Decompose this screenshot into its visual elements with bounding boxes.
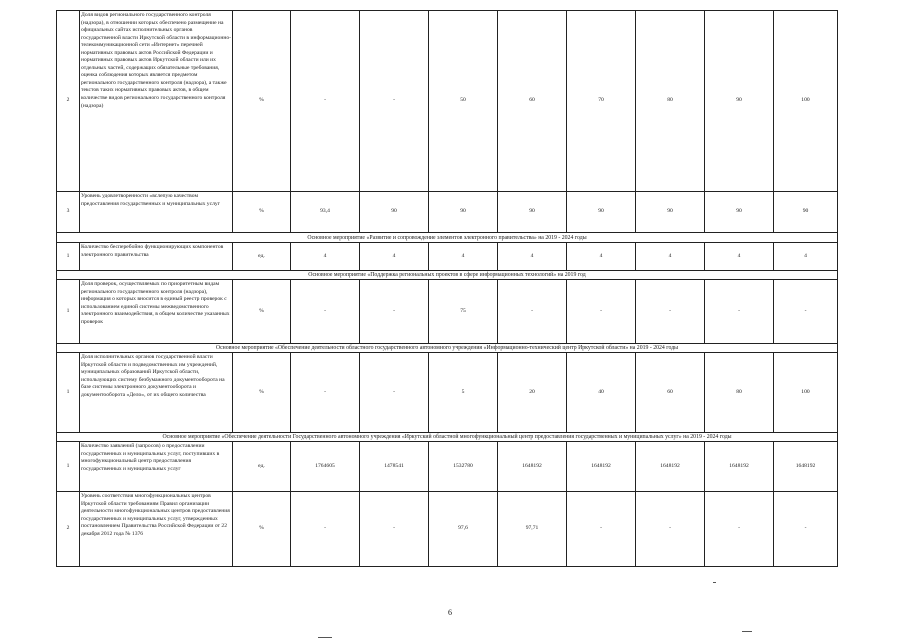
value-cell: -	[360, 492, 429, 567]
section-header-row	[57, 271, 838, 280]
section-header-row	[57, 433, 838, 442]
value-cell: 80	[636, 11, 705, 192]
value-cell: -	[498, 280, 567, 344]
indicator-row	[57, 442, 838, 492]
scan-speck	[318, 637, 332, 638]
value-cell: 4	[567, 243, 636, 271]
value-cell: 50	[429, 11, 498, 192]
value-cell: -	[567, 280, 636, 344]
value-cell: 75	[429, 280, 498, 344]
value-cell: 4	[774, 243, 838, 271]
value-cell: 90	[498, 192, 567, 233]
value-cell: 90	[429, 192, 498, 233]
value-cell: -	[567, 492, 636, 567]
row-number: 3	[57, 192, 80, 233]
value-cell: -	[636, 492, 705, 567]
row-number: 1	[57, 243, 80, 271]
value-cell: 1648192	[498, 442, 567, 492]
value-cell: 1648192	[636, 442, 705, 492]
value-cell: 4	[360, 243, 429, 271]
value-cell: 1648192	[774, 442, 838, 492]
indicator-row	[57, 280, 838, 344]
value-cell: 90	[705, 192, 774, 233]
value-cell: 100	[774, 11, 838, 192]
value-cell: 5	[429, 353, 498, 433]
row-number: 2	[57, 492, 80, 567]
indicator-name: Доля проверок, осуществляемых по приоритетным видам регионального государственного контроля (надзора), информация о которых вносится в единый реестр проверок с использованием единой системы межведомственного электронного взаимодействия, в общем количестве указанных проверок	[80, 280, 233, 344]
unit-cell: %	[233, 353, 291, 433]
section-title: Основное мероприятие «Развитие и сопровождение элементов электронного правительства» на 2019 - 2024 годы	[57, 233, 838, 243]
unit-cell: %	[233, 280, 291, 344]
indicator-name: Количество заявлений (запросов) о предоставлении государственных и муниципальных услуг, поступивших в многофункциональный центр предоставления государственных и муниципальных услуг	[80, 442, 233, 492]
value-cell: 90	[636, 192, 705, 233]
scan-speck	[713, 582, 716, 583]
unit-cell: %	[233, 11, 291, 192]
value-cell: 1532780	[429, 442, 498, 492]
value-cell: 1764605	[291, 442, 360, 492]
value-cell: 4	[705, 243, 774, 271]
value-cell: -	[360, 353, 429, 433]
value-cell: -	[774, 492, 838, 567]
indicator-name: Доля видов регионального государственного контроля (надзора), в отношении которых обеспечено размещение на официальных сайтах исполнительных органов государственной власти Иркутской области в информационно-телекоммуникационной сети «Интернет» перечней нормативных правовых актов Российской Федерации и нормативных правовых актов Иркутской области или их отдельных частей, содержащих обязательные требования, оценка соблюдения которых является предметом регионального государственного контроля (надзора), а также текстов таких нормативных правовых актов, в общем количестве видов регионального государственного контроля (надзора)	[80, 11, 233, 192]
unit-cell: %	[233, 492, 291, 567]
row-number: 1	[57, 353, 80, 433]
unit-cell: ед.	[233, 243, 291, 271]
section-header-row	[57, 344, 838, 353]
value-cell: 4	[498, 243, 567, 271]
value-cell: 1648192	[567, 442, 636, 492]
unit-cell: %	[233, 192, 291, 233]
value-cell: 4	[429, 243, 498, 271]
value-cell: -	[360, 280, 429, 344]
value-cell: 90	[705, 11, 774, 192]
value-cell: -	[774, 280, 838, 344]
unit-cell: ед.	[233, 442, 291, 492]
value-cell: 60	[498, 11, 567, 192]
indicator-name: Уровень удовлетворенности «вслепую качеством предоставления государственных и муниципальных услуг	[80, 192, 233, 233]
indicators-table	[56, 10, 838, 567]
row-number: 1	[57, 442, 80, 492]
indicator-row	[57, 11, 838, 192]
value-cell: 1478541	[360, 442, 429, 492]
section-header-row	[57, 233, 838, 243]
value-cell: -	[705, 492, 774, 567]
value-cell: 40	[567, 353, 636, 433]
value-cell: 70	[567, 11, 636, 192]
value-cell: 4	[291, 243, 360, 271]
indicator-row	[57, 492, 838, 567]
value-cell: 100	[774, 353, 838, 433]
value-cell: -	[291, 353, 360, 433]
value-cell: 60	[636, 353, 705, 433]
page-number: 6	[448, 608, 452, 617]
value-cell: -	[360, 11, 429, 192]
indicator-row	[57, 243, 838, 271]
section-title: Основное мероприятие «Обеспечение деятельности Государственного автономного учреждения «Иркутский областной многофункциональный центр предоставления государственных и муниципальных услуг» на 2019 - 2024 годы	[57, 433, 838, 442]
value-cell: -	[291, 280, 360, 344]
value-cell: -	[291, 11, 360, 192]
indicator-name: Доля исполнительных органов государственной власти Иркутской области и подведомственных им учреждений, муниципальных образований Иркутской области, использующих систему безбумажного документооборота на базе системы электронного документооборота и документооборота «Дело», от их общего количества	[80, 353, 233, 433]
indicator-row	[57, 353, 838, 433]
scan-speck	[742, 631, 752, 632]
value-cell: 90	[360, 192, 429, 233]
value-cell: 1648192	[705, 442, 774, 492]
value-cell: 90	[774, 192, 838, 233]
value-cell: 80	[705, 353, 774, 433]
section-title: Основное мероприятие «Обеспечение деятельности областного государственного автономного учреждения «Информационно-технический центр Иркутской области» на 2019 - 2024 годы	[57, 344, 838, 353]
row-number: 2	[57, 11, 80, 192]
value-cell: -	[291, 492, 360, 567]
row-number: 1	[57, 280, 80, 344]
value-cell: 90	[567, 192, 636, 233]
indicators-table-body	[57, 11, 838, 567]
indicator-name: Уровень соответствия многофункциональных центров Иркутской области требованиям Правил организации деятельности многофункциональных центров предоставления государственных и муниципальных услуг, утвержденных постановлением Правительства Российской Федерации от 22 декабря 2012 года № 1376	[80, 492, 233, 567]
value-cell: -	[636, 280, 705, 344]
value-cell: 97,6	[429, 492, 498, 567]
indicator-name: Количество бесперебойно функционирующих компонентов электронного правительства	[80, 243, 233, 271]
indicator-row	[57, 192, 838, 233]
value-cell: 20	[498, 353, 567, 433]
value-cell: 4	[636, 243, 705, 271]
value-cell: 97,71	[498, 492, 567, 567]
value-cell: 93,4	[291, 192, 360, 233]
value-cell: -	[705, 280, 774, 344]
section-title: Основное мероприятие «Поддержка региональных проектов в сфере информационных технологий» на 2019 год	[57, 271, 838, 280]
